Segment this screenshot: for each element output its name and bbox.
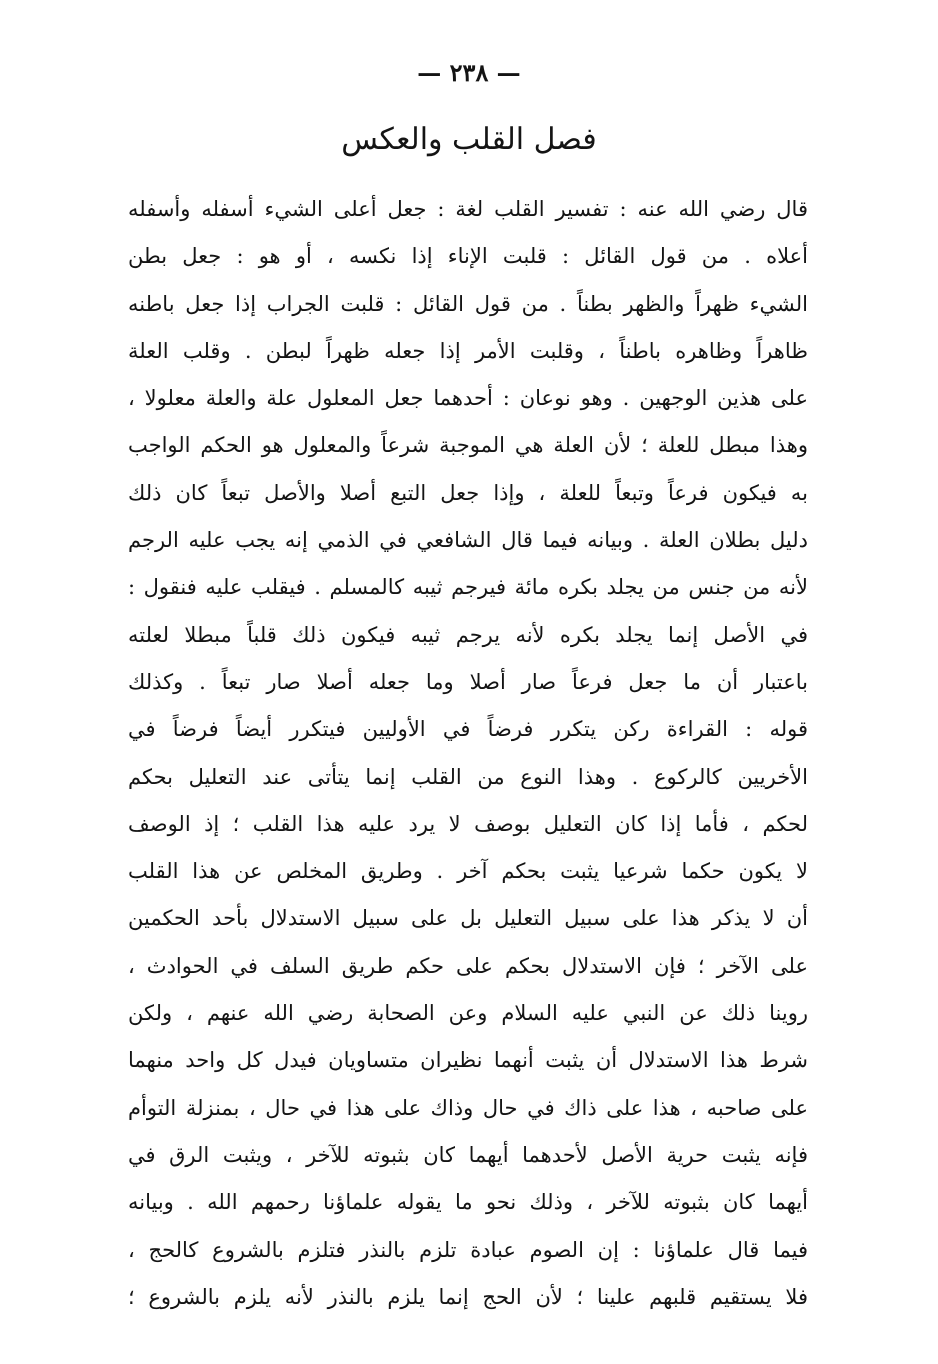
text-line: أعلاه . من قول القائل : قلبت الإناء إذا نكسه ، أو هو : جعل بطن: [128, 244, 808, 269]
text-line: فيما قال علماؤنا : إن الصوم عبادة تلزم بالنذر فتلزم بالشروع كالحج ،: [128, 1237, 808, 1262]
text-line: به فيكون فرعاً وتبعاً للعلة ، وإذا جعل التبع أصلا والأصل تبعاً كان ذلك: [128, 480, 808, 505]
text-line: ظاهراً وظاهره باطناً ، وقلبت الأمر إذا جعله ظهراً لبطن . وقلب العلة: [128, 338, 808, 363]
text-line: قال رضي الله عنه : تفسير القلب لغة : جعل أعلى الشيء أسفله وأسفله: [128, 197, 808, 221]
chapter-title: فصل القلب والعكس: [341, 122, 597, 157]
text-line: الشيء ظهراً والظهر بطناً . من قول القائل : قلبت الجراب إذا جعل باطنه: [128, 291, 808, 316]
text-line: شرط هذا الاستدلال أن يثبت أنهما نظيران متساويان فيدل كل واحد منهما: [128, 1048, 808, 1073]
text-line: لا يكون حكما شرعيا يثبت بحكم آخر . وطريق المخلص عن هذا القلب: [128, 859, 808, 884]
text-line: أيهما كان بثبوته للآخر ، وذلك نحو ما يقوله علماؤنا رحمهم الله . وبيانه: [128, 1190, 808, 1215]
text-line: على صاحبه ، هذا على ذاك في حال وذاك على هذا في حال ، بمنزلة التوأم: [128, 1095, 808, 1120]
text-line: فلا يستقيم قلبهم علينا ؛ لأن الحج إنما يلزم بالنذر لأنه يلزم بالشروع ؛: [128, 1284, 808, 1309]
body-text: [128, 186, 808, 1321]
text-line: باعتبار أن ما جعل فرعاً صار أصلا وما جعله أصلا صار تبعاً . وكذلك: [128, 669, 808, 694]
text-line: وهذا مبطل للعلة ؛ لأن العلة هي الموجبة شرعاً والمعلول هو الحكم الواجب: [128, 433, 808, 458]
text-line: أن لا يذكر هذا على سبيل التعليل بل على سبيل الاستدلال بأحد الحكمين: [128, 906, 808, 931]
text-line: الأخريين كالركوع . وهذا النوع من القلب إنما يتأتى عند التعليل بحكم: [128, 764, 808, 789]
text-line: دليل بطلان العلة . وبيانه فيما قال الشافعي في الذمي إنه يجب عليه الرجم: [128, 528, 808, 553]
page-number: — ٢٣٨ —: [417, 58, 521, 87]
text-line: قوله : القراءة ركن يتكرر فرضاً في الأوليين فيتكرر أيضاً فرضاً في: [128, 717, 808, 742]
text-line: في الأصل إنما يجلد بكره لأنه يرجم ثيبه فيكون ذلك قلباً مبطلا لعلته: [128, 622, 808, 647]
text-line: لحكم ، فأما إذا كان التعليل بوصف لا يرد عليه هذا القلب ؛ إذ الوصف: [128, 811, 808, 836]
text-line: لأنه من جنس من يجلد بكره مائة فيرجم ثيبه كالمسلم . فيقلب عليه فنقول :: [128, 575, 808, 600]
text-line: فإنه يثبت حرية الأصل لأحدهما أيهما كان بثبوته للآخر ، ويثبت الرق في: [128, 1142, 808, 1167]
text-line: روينا ذلك عن النبي عليه السلام وعن الصحابة رضي الله عنهم ، ولكن: [128, 1001, 808, 1026]
text-line: على هذين الوجهين . وهو نوعان : أحدهما جعل المعلول علة والعلة معلولا ،: [128, 386, 808, 411]
text-line: على الآخر ؛ فإن الاستدلال بحكم على حكم طريق السلف في الحوادث ،: [128, 953, 808, 978]
